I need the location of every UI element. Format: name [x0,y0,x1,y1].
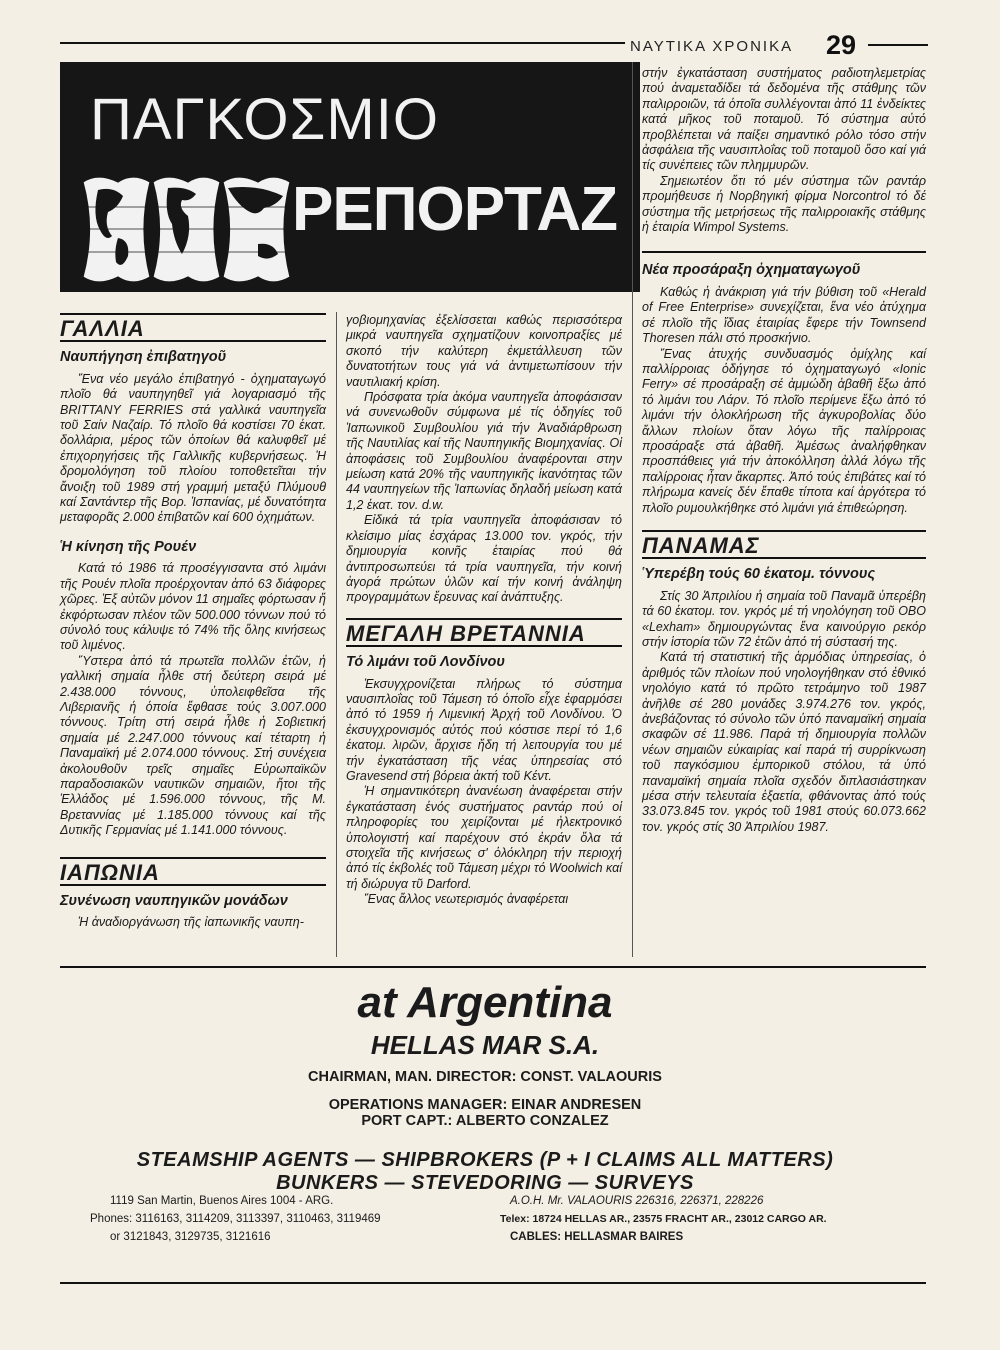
section-heading-great-britain: ΜΕΓΑΛΗ ΒΡΕΤΑΝΝΙΑ [346,618,622,647]
section-heading-france: ΓΑΛΛΙΑ [60,313,326,342]
paragraph: Ἡ σημαντικότερη ἀνανέωση ἀναφέρεται στήν ἐγκατάσταση ἑνός συστήματος ραντάρ πού οἱ πληροφορίες του χειρίζονται μέ ἠλεκτρονικό ὑπολογιστή καί παρέχουν στό ἐκράν ὅλα τά στοιχεῖα τῆς κινήσεως σ' ὁλόκληρη τήν περιοχή ἀπό τίς ἐκβολές τοῦ Τάμεση μέχρι τό Woolwich καί τή διώρυγα τῦ Darford. [346,784,622,891]
ad-address: 1119 San Martin, Buenos Aires 1004 - ARG. [110,1195,334,1207]
paragraph: Σημειωτέον ὅτι τό μέν σύστημα τῶν ραντάρ προμήθευσε ἡ Νορβηγική φίρμα Norcontrol τό δέ σύστημα τῆς μετρήσεως τῆς παλιρροιακῆς στάθμης ἡ ἑταιρία Wimpol Systems. [642,173,926,235]
section-banner [60,62,640,292]
advertisement [60,972,910,1272]
subheading: Ἡ κίνηση τῆς Ρουέν [60,538,197,555]
ad-services-line1: STEAMSHIP AGENTS — SHIPBROKERS (P + I CLAIMS ALL MATTERS) [136,1149,834,1171]
header-rule-right [868,44,928,46]
subheading: Τό λιμάνι τοῦ Λονδίνου [346,654,505,671]
ad-address-block [90,1192,490,1246]
column-1 [60,313,326,931]
ad-chairman: CHAIRMAN, MAN. DIRECTOR: CONST. VALAOURIS [308,1069,662,1085]
ad-headline: at Argentina [357,978,613,1027]
banner-title-line2: ΡΕΠΟΡΤΑΖ [292,175,617,244]
paragraph: Ἕνας ἄλλος νεωτερισμός ἀναφέρεται [364,892,569,907]
ad-services-line2: BUNKERS — STEVEDORING — SURVEYS [276,1172,694,1194]
section-heading-japan: ΙΑΠΩΝΙΑ [60,857,326,886]
paragraph: Στίς 30 Ἀπριλίου ἡ σημαία τοῦ Παναμᾶ ὑπερέβη τά 60 ἑκατομ. τον. γκρός μέ τή νηολόγηση τοῦ OBO «Lexham» δημιουργώντας ἕνα καινούργιο ρεκόρ στήν ἱστορία τῶν 72 ἐτῶν ἀπό τή σύστασή της. [642,588,926,649]
banner-title-line1: ΠΑΓΚΟΣΜΙΟ [90,87,439,152]
subheading: Ὑπερέβη τούς 60 ἑκατομ. τόννους [642,566,876,583]
paragraph: Καθώς ἡ ἀνάκριση γιά τήν βύθιση τοῦ «Herald of Free Enterprise» συνεχίζεται, ἕνα νέο ἀτύχημα σέ πλοῖο τῆς ἴδιας ἑταιρίας ἔφερε τήν Townsend Thoresen πάλι στό προσκήνιο. [642,284,926,346]
globe-icon [78,172,298,287]
column-2 [346,313,622,908]
paragraph: Κατά τό 1986 τά προσέγγισαντα στό λιμάνι τῆς Ρουέν πλοῖα προέρχονταν ἀπό 63 διάφορες χῶρες. Ἐξ αὐτῶν μόνον 11 σημαῖες φόρτωσαν ἤ ἐκφόρτωσαν πλέον τῶν 500.000 τόννων πού τό σύνολό τους κάλυψε τό 74% τῆς ὅλης κινήσεως τοῦ λιμένος. [60,561,326,653]
magazine-title: ΝΑΥΤΙΚΑ ΧΡΟΝΙΚΑ [630,38,794,55]
ad-telex: Telex: 18724 HELLAS AR., 23575 FRACHT AR., 23012 CARGO AR. [500,1213,827,1225]
paragraph: Πρόσφατα τρία ἀκόμα ναυπηγεῖα ἀποφάσισαν νά συνενωθοῦν σύμφωνα μέ τίς ὁδηγίες τοῦ Ἰαπωνικοῦ Συμβουλίου γιά τήν Ἀναδιάρθρωση τῆς Ναυτιλίας καί τῆς Ναυπηγικῆς Βιομηχανίας. Οἱ ἀποφάσεις τοῦ Συμβουλίου ἀναφέρονται στην μείωση κατά 20% τῆς ναυπηγικῆς ἱκανότητας τῶν 44 ναυπηγείων τῆς Ἰαπωνίας δηλαδή μείωση κατά 1,2 ἑκατ. τον. d.w. [346,390,622,512]
column-divider [336,312,337,957]
column-3 [642,66,926,835]
subheading: Συνένωση ναυπηγικῶν μονάδων [60,893,288,909]
page-number: 29 [826,30,857,60]
paragraph: Ἕνα νέο μεγάλο ἐπιβατηγό - ὀχηματαγωγό πλοῖο θά ναυπηγηθεῖ γιά λογαριασμό τῆς BRITTANY FERRIES στά γαλλικά ναυπηγεῖα τοῦ Σαίν Ναζαίρ. Τό πλοῖο θά κοστίσει 70 ἑκατ. δολλάρια, μέρος τῶν ὁποίων θά καλυφθεῖ μέ ἐπιχορηγήσεις τῆς Γαλλικῆς κυβερνήσεως. Ἡ δρομολόγηση τοῦ πλοίου τοποθετεῖται τήν ἄνοιξη τοῦ 1989 στή γραμμή μεταξύ Πλύμουθ καί Σαντάντερ τῆς Βορ. Ἰσπανίας, μέ δυνατότητα μεταφορᾶς 2.000 ἐπιβατῶν καί 600 ὀχημάτων. [60,371,326,525]
ad-contact-block [500,1192,920,1246]
section-heading-panama: ΠΑΝΑΜΑΣ [642,530,926,559]
column-divider [632,62,633,957]
paragraph: Ἐκσυγχρονίζεται πλήρως τό σύστημα ναυσιπλοΐας τοῦ Τάμεση τό ὁποῖο εἶχε ἐφαρμόσει ἀπό τό 1959 ἡ Λιμενική Ἀρχή τοῦ Λονδίνου. Ὁ ἐκσυγχρονισμός αὐτός πού κόστισε περί τό 1,6 ἑκατομ. λιρῶν, ἄρχισε ἤδη τή λειτουργία του μέ τήν ἐγκατάσταση τῆς νέας ὑπηρεσίας στό Gravesend στή βόρεια ἀκτή τοῦ Κέντ. [346,676,622,783]
subheading: Νέα προσάραξη ὀχηματαγωγοῦ [642,251,926,278]
paragraph: Ἡ ἀναδιοργάνωση τῆς ἰαπωνικῆς ναυπη- [78,915,304,930]
ad-company: HELLAS MAR S.A. [370,1030,600,1060]
ad-phones: Phones: 3116163, 3114209, 3113397, 3110463, 3119469 [90,1213,381,1225]
ad-top-rule [60,966,926,968]
ad-aoh: A.O.H. Mr. VALAOURIS 226316, 226371, 228226 [510,1195,764,1207]
header-rule-left [60,42,625,44]
ad-bottom-rule [60,1282,926,1284]
paragraph: Εἰδικά τά τρία ναυπηγεῖα ἀποφάσισαν τό κλείσιμο μίας ἐσχάρας 13.000 τον. γκρός, τήν δημιουργία κοινῆς ἑταιρίας πού θά ἀντιπροσωπεύει τά τρία ναυπηγεῖα, τήν κοινή ἀγορά πρώτων ὑλῶν καί τήν κοινή ἀνάληψη προγραμμάτων ἔρευνας καί ἀνάπτυξης. [346,513,622,605]
ad-operations: OPERATIONS MANAGER: EINAR ANDRESEN [328,1097,642,1113]
paragraph: Ἕνας ἀτυχής συνδυασμός ὀμίχλης καί παλλίρροιας ὁδήγησε τό ὀχηματαγωγό «Ionic Ferry» σέ προσάραξη σέ ἀμμώδη ἀβαθῆ ἔξω ἀπό τό λιμάνι του Λάρν. Τό πλοῖο περίμενε ἔξω ἀπό τό λιμάνι τήν ὁλοκλήρωση τῆς ἀγκυροβολίας δύο ἄλλων πλοίων ὅταν λόγω τῆς παλίρροιας προσάραξε στά ἀβαθῆ. Ἀμέσως ἀναλήφθηκαν προσπάθειες γιά τήν ἀποκόλληση ἀλλά λόγω τῆς παλίρροιας ἦταν ἄκαρπες. Ἀπό τούς ἐπιβάτες καί τό πλήρωμα κανείς δέν ἔπαθε τίποτα καί ἀργότερα τό πλοῖο ρυμουλκήθηκε στό λιμάνι γιά ἐπιθεώρηση. [642,346,926,515]
ad-phones-2: or 3121843, 3129735, 3121616 [110,1231,271,1243]
paragraph: γοβιομηχανίας ἐξελίσσεται καθώς περισσότερα μικρά ναυπηγεῖα σχηματίζουν κοινοπραξίες μέ σκοπό τήν καλύτερη ἐκμετάλλευση τῶν δυνατοτήτων τους γιά νά ἀντιμετωπίσουν τήν ναυτιλιακή κρίση. [346,313,622,389]
paragraph: στήν ἐγκατάσταση συστήματος ραδιοτηλεμετρίας πού ἀναμεταδίδει τά δεδομένα τῆς στάθμης τῶν παλιρροιῶν, τά ὁποῖα συλλέγονται ἀπό 11 ἐνδείκτες κατά μῆκος τοῦ ποταμοῦ. Τό σύστημα αὐτό προβλέπεται νά παίξει σημαντικό ρόλο τόσο στήν ἀσφάλεια τῆς ναυσιπλοΐας τοῦ ποταμοῦ ὅσο καί γιά τίς συνέπειες τῶν πλημμυρῶν. [642,66,926,173]
subheading: Ναυπήγηση ἐπιβατηγοῦ [60,349,227,366]
ad-cables: CABLES: HELLASMAR BAIRES [510,1231,684,1243]
ad-port-captain: PORT CAPT.: ALBERTO CONZALEZ [361,1113,609,1129]
paragraph: Κατά τή στατιστική τῆς ἁρμόδιας ὑπηρεσίας, ὁ ἀριθμός τῶν πλοίων πού νηολογήθηκαν στό ἐθνικό νηολόγιο κατά τό πρῶτο τετράμηνο τοῦ 1987 ἀνῆλθε σέ 280 μονάδες 3.974.276 τον. γκρός, ἀνεβάζοντας τό σύνολο τῶν ὑπό παναμαϊκή σημαία σκαφῶν σέ 11.986. Παρά τή δημιουργία πολλῶν νέων σημαιῶν εὐκαιρίας καί παρά τή συρρίκνωση τοῦ παγκόσμιου ἐμπορικοῦ στόλου, τά ὑπό παναμαϊκή σημαία πλοῖα σχεδόν διπλασιάστηκαν μέσα στήν τελευταία ἑξαετία, φθάνοντας ἀπό τούς 33.073.845 τον. γκρός τοῦ 1981 στούς 60.073.662 τον. γκρός στίς 30 Ἀπριλίου 1987. [642,650,926,834]
paragraph: Ὕστερα ἀπό τά πρωτεῖα πολλῶν ἐτῶν, ἡ γαλλική σημαία ἦλθε στή δεύτερη σειρά μέ 2.438.000 τόννους, ὑπολειφθεῖσα τῆς Λιβεριανῆς ἡ ὁποία ἔφθασε τούς 3.007.000 τόννους. Τρίτη στή σειρά ἦλθε ἡ Σοβιετική σημαία μέ 2.247.000 τόννους καί τέταρτη ἡ Παναμαϊκή μέ 2.074.000 τόννους. Στή συνέχεια ἀκολουθοῦν τρεῖς σημαῖες Εὐρωπαϊκῶν παραδοσιακῶν ναυτικῶν σημαιῶν, ἤτοι τῆς Ἑλλάδος μέ 1.596.000 τόννους, τῆς Μ. Βρεταννίας μέ 1.185.000 τόννους καί τῆς Δυτικῆς Γερμανίας μέ 1.141.000 τόννους. [60,653,326,838]
